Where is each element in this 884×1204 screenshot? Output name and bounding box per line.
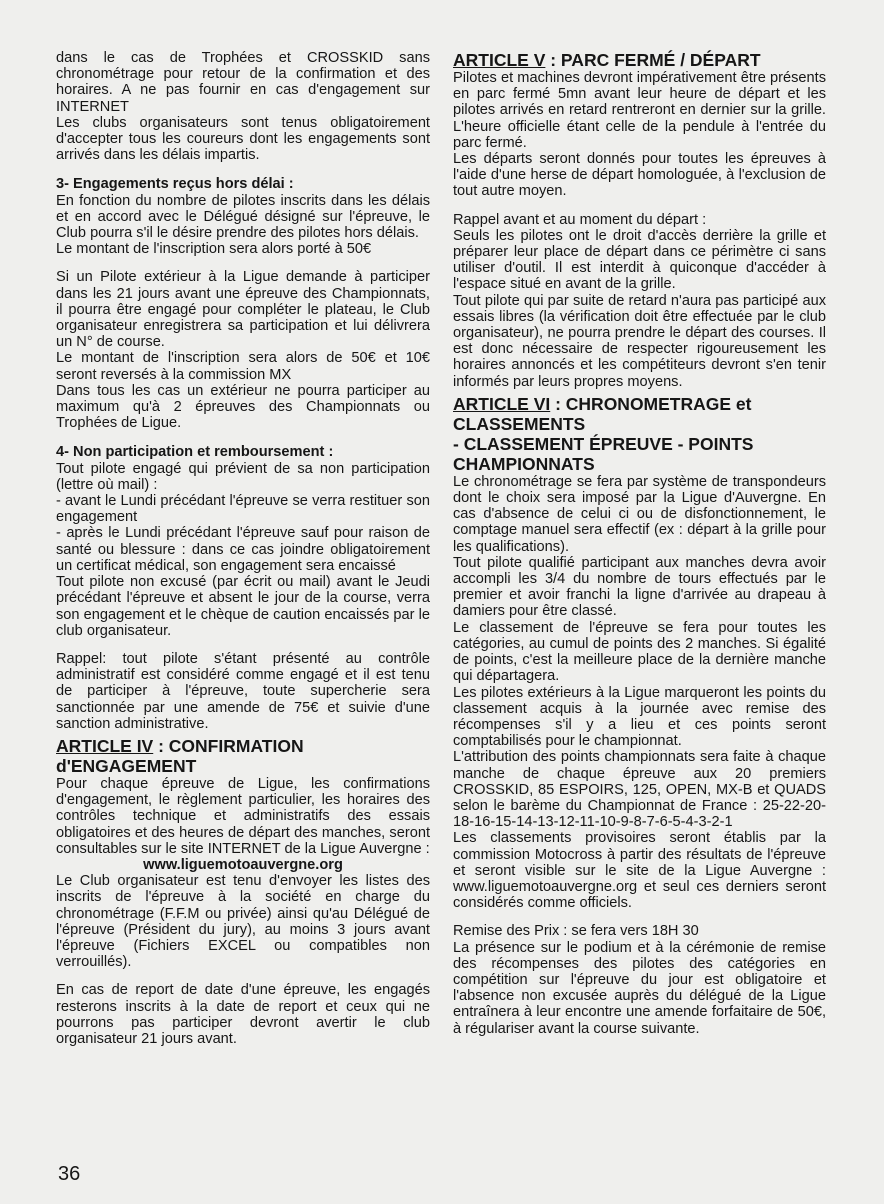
article-label: ARTICLE VI — [453, 393, 551, 414]
article-heading — [453, 394, 826, 474]
paragraph: Remise des Prix : se fera vers 18H 30 — [453, 923, 699, 940]
paragraph: Les départs seront donnés pour toutes les épreuves à l'aide d'une herse de départ homologuée, à l'exclusion de tout autre moyen. — [453, 151, 826, 200]
paragraph: Tout pilote engagé qui prévient de sa non participation (lettre où mail) : — [56, 460, 430, 493]
paragraph: Tout pilote non excusé (par écrit ou mail) avant le Jeudi précédant l'épreuve et absent le jour de la course, verra son engagement et le chèque de caution encaissés par le club organisateur. — [56, 574, 430, 639]
article-title: : CONFIRMATION — [153, 735, 304, 756]
paragraph: dans le cas de Trophées et CROSSKID sans chronométrage pour retour de la confirmation et des horaires. A ne pas fournir en cas d'engagement sur INTERNET — [56, 50, 430, 115]
paragraph: Pilotes et machines devront impérativement être présents en parc fermé 5mn avant leur heure de départ et les pilotes arrivés en retard rentreront en dernier sur la grille. L'heure officielle étant celle de la pendule à l'entrée du parc fermé. — [453, 70, 826, 151]
page-number: 36 — [58, 1163, 81, 1185]
website-link: www.liguemotoauvergne.org — [143, 856, 343, 873]
article-title: - CLASSEMENT ÉPREUVE - POINTS CHAMPIONNATS — [453, 433, 754, 474]
paragraph: Les pilotes extérieurs à la Ligue marqueront les points du classement acquis à la journée avec remise des récompenses s'il y a lieu et ces points seront comptabilisés pour le championnat. — [453, 684, 826, 750]
paragraph: Les classements provisoires seront établis par la commission Motocross à partir des résultats de l'épreuve et seront visible sur le site de la Ligue Auvergne : www.liguemotoauvergne.org et seul ces derniers seront considérés comme officiels. — [453, 830, 826, 912]
article-label: ARTICLE V — [453, 50, 546, 70]
article-title: : CHRONOMETRAGE et CLASSEMENTS — [453, 393, 752, 434]
paragraph: Rappel avant et au moment du départ : — [453, 211, 707, 228]
right-column — [453, 50, 826, 1037]
paragraph: En cas de report de date d'une épreuve, les engagés resterons inscrits à la date de report et ceux qui ne pourrons pas participer devront avertir le club organisateur 21 jours avant. — [56, 982, 430, 1047]
paragraph: Rappel: tout pilote s'étant présenté au contrôle administratif est considéré comme engagé et il est tenu de participer à l'épreuve, toute supercherie sera sanctionnée par une amende de 75€ et suivie d'une sanction administrative. — [56, 650, 430, 732]
paragraph: Le montant de l'inscription sera alors porté à 50€ — [56, 241, 372, 258]
article-label: ARTICLE IV — [56, 735, 154, 756]
paragraph: Le Club organisateur est tenu d'envoyer les listes des inscrits de l'épreuve à la société en charge du chronométrage (F.F.M ou privée) ainsi qu'au Délégué de l'épreuve (Président du jury), au moins 3 jours avant l'épreuve (Fichiers EXCEL ou compatibles non verrouillés). — [56, 873, 430, 971]
paragraph: Dans tous les cas un extérieur ne pourra participer au maximum qu'à 2 épreuves des Championnats ou Trophées de Ligue. — [56, 382, 430, 432]
paragraph: Pour chaque épreuve de Ligue, les confirmations d'engagement, le règlement particulier, les horaires des contrôles technique et administratifs des essais obligatoires et des heures de départ des manches, seront consultables sur le site INTERNET de la Ligue Auvergne : — [56, 775, 430, 857]
section-heading: 4- Non participation et remboursement : — [56, 444, 334, 461]
paragraph: Tout pilote qui par suite de retard n'aura pas participé aux essais libres (la vérification doit être effectuée par le club organisateur), ne pourra prendre le départ des courses. Il est donc nécessaire de respecter rigoureusement les horaires annoncés et les compétiteurs devront s'en tenir informés par leurs propres moyens. — [453, 292, 826, 390]
paragraph: Seuls les pilotes ont le droit d'accès derrière la grille et préparer leur place de départ dans ce périmètre ci sans utiliser d'outil. Il est interdit à quiconque d'accéder à l'espace situé en avant de la grille. — [453, 227, 826, 293]
left-column — [56, 50, 430, 1047]
paragraph: Le chronométrage se fera par système de transpondeurs dont le choix sera imposé par la Ligue d'Auvergne. En cas d'absence de celui ci ou de disfonctionnement, le comptage manuel sera effectif (ex : départ à la grille pour les qualifications). — [453, 473, 826, 555]
paragraph: Le montant de l'inscription sera alors de 50€ et 10€ seront reversés à la commission MX — [56, 350, 430, 383]
paragraph: L'attribution des points championnats sera faite à chaque manche de chaque épreuve aux 20 premiers CROSSKID, 85 ESPOIRS, 125, OPEN, MX-B et QUADS selon le barème du Championnat de France : 25-22-20-18-16-15-14-13-12-11-10-9-8-7-6-5-4-3-2-1 — [453, 749, 826, 831]
article-heading — [56, 736, 430, 776]
paragraph: Le classement de l'épreuve se fera pour toutes les catégories, au cumul de points des 2 manches. Si égalité de points, c'est la meilleure place de la dernière manche qui départagera. — [453, 619, 826, 685]
paragraph: La présence sur le podium et à la cérémonie de remise des récompenses des pilotes des catégories en compétition sur l'épreuve du jour est obligatoire et l'absence non excusée auprès du délégué de la Ligue entraînera à leur encontre une amende forfaitaire de 50€, à régulariser avant la course suivante. — [453, 939, 826, 1037]
paragraph: Tout pilote qualifié participant aux manches devra avoir accompli les 3/4 du nombre de tours effectués par le premier et avoir franchi la ligne d'arrivée au drapeau à damiers pour être classé. — [453, 554, 826, 620]
paragraph: - après le Lundi précédant l'épreuve sauf pour raison de santé ou blessure : dans ce cas joindre obligatoirement un certificat médical, son engagement sera encaissé — [56, 525, 430, 574]
paragraph: - avant le Lundi précédant l'épreuve se verra restituer son engagement — [56, 493, 430, 526]
section-heading: 3- Engagements reçus hors délai : — [56, 176, 294, 193]
paragraph: Si un Pilote extérieur à la Ligue demande à participer dans les 21 jours avant une épreuve des Championnats, il pourra être engagé pour compléter le plateau, le Club organisateur enregistrera sa participation et lui délivrera un N° de course. — [56, 269, 430, 351]
article-title: d'ENGAGEMENT — [56, 755, 197, 776]
article-title: : PARC FERMÉ / DÉPART — [545, 50, 761, 70]
paragraph: Les clubs organisateurs sont tenus obligatoirement d'accepter tous les coureurs dont les engagements sont arrivés dans les délais impartis. — [56, 114, 430, 164]
paragraph: En fonction du nombre de pilotes inscrits dans les délais et en accord avec le Délégué désigné sur l'épreuve, le Club pourra s'il le désire prendre des pilotes hors délais. — [56, 192, 430, 242]
article-heading — [453, 50, 826, 70]
